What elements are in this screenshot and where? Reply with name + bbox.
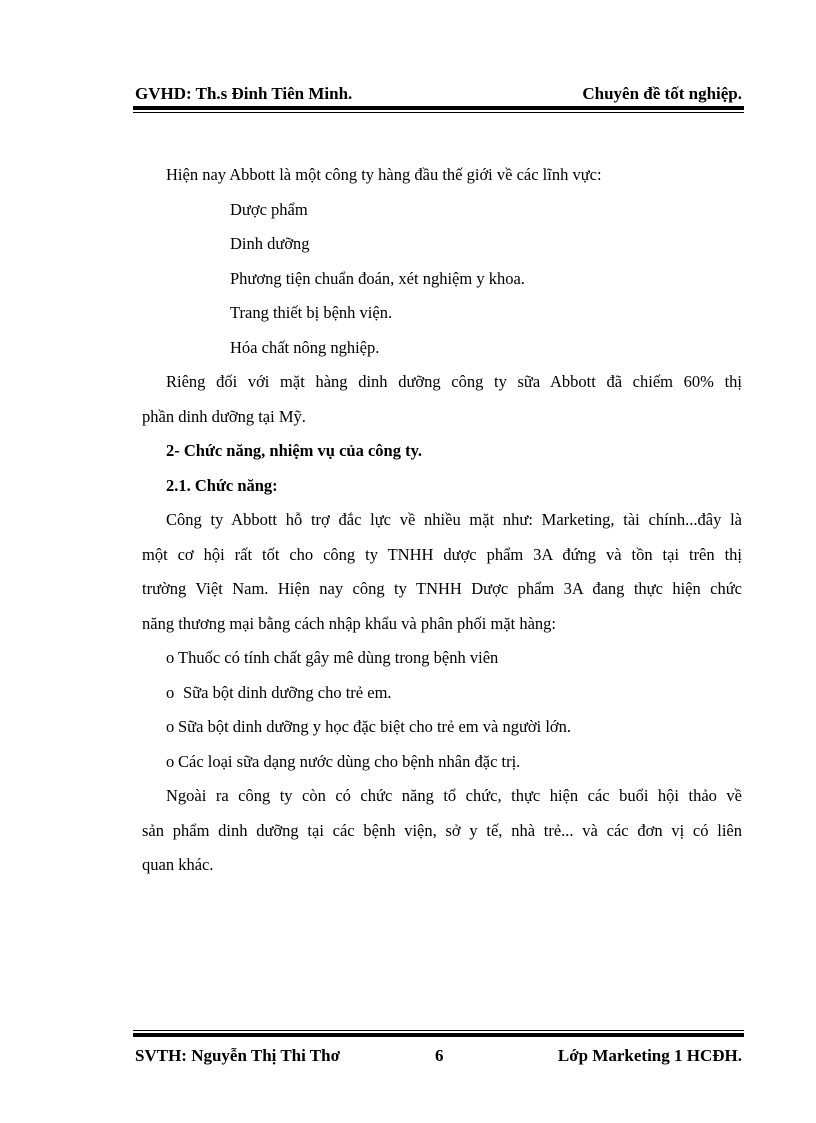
field-item: Trang thiết bị bệnh viện. xyxy=(230,303,393,322)
intro-line: Hiện nay Abbott là một công ty hàng đầu thế giới về các lĩnh vực: xyxy=(166,165,602,184)
document-body xyxy=(142,158,742,883)
field-item: Phương tiện chuẩn đoán, xét nghiệm y khoa. xyxy=(230,268,525,288)
field-item: Dược phẩm xyxy=(230,199,308,219)
section-heading: 2- Chức năng, nhiệm vụ của công ty. xyxy=(166,441,423,460)
paragraph-line: sản phẩm dinh dưỡng tại các bệnh viện, sở y tế, nhà trẻ... và các đơn vị có liên xyxy=(142,820,742,840)
field-item: Dinh dưỡng xyxy=(230,234,310,253)
bullet-text: Sữa bột dinh dưỡng cho trẻ em. xyxy=(183,682,392,702)
subsection-heading: 2.1. Chức năng: xyxy=(166,475,278,495)
bullet-item xyxy=(146,745,742,780)
bullet-text: Thuốc có tính chất gây mê dùng trong bệnh viên xyxy=(178,648,499,667)
page-header xyxy=(135,84,742,104)
paragraph-line: trường Việt Nam. Hiện nay công ty TNHH Dược phẩm 3A đang thực hiện chức xyxy=(142,579,742,598)
paragraph-line: năng thương mại bằng cách nhập khẩu và phân phối mặt hàng: xyxy=(142,613,557,633)
bullet-circle-icon: o xyxy=(166,751,175,771)
paragraph-line: quan khác. xyxy=(142,855,214,874)
header-title: Chuyên đề tốt nghiệp. xyxy=(582,84,742,103)
page-footer xyxy=(135,1046,742,1070)
bullet-item xyxy=(146,710,742,745)
bullet-circle-icon: o xyxy=(166,648,175,667)
bullet-item xyxy=(146,641,742,676)
footer-class: Lớp Marketing 1 HCĐH. xyxy=(557,1046,742,1065)
paragraph-line: Riêng đối với mặt hàng dinh dưỡng công ty sữa Abbott đã chiếm 60% thị xyxy=(166,372,742,391)
paragraph-line: Công ty Abbott hỗ trợ đắc lực về nhiều mặt như: Marketing, tài chính...đây là xyxy=(166,510,742,529)
header-divider xyxy=(133,106,744,113)
header-advisor: GVHD: Th.s Đinh Tiên Minh. xyxy=(135,84,353,103)
bullet-text: Sữa bột dinh dưỡng y học đặc biệt cho trẻ em và người lớn. xyxy=(178,717,572,736)
bullet-circle-icon: o xyxy=(166,717,175,736)
paragraph-line: Ngoài ra công ty còn có chức năng tổ chức, thực hiện các buổi hội thảo về xyxy=(166,786,742,805)
footer-author: SVTH: Nguyễn Thị Thi Thơ xyxy=(135,1046,341,1065)
paragraph-line: phần dinh dưỡng tại Mỹ. xyxy=(142,406,306,426)
bullet-text: Các loại sữa dạng nước dùng cho bệnh nhân đặc trị. xyxy=(178,751,521,771)
field-item: Hóa chất nông nghiệp. xyxy=(230,337,380,357)
page-number: 6 xyxy=(435,1046,444,1065)
bullet-circle-icon: o xyxy=(166,682,175,702)
footer-divider xyxy=(133,1030,744,1037)
paragraph-line: một cơ hội rất tốt cho công ty TNHH dược phẩm 3A đứng và tồn tại trên thị xyxy=(142,544,742,564)
bullet-item xyxy=(146,676,742,711)
